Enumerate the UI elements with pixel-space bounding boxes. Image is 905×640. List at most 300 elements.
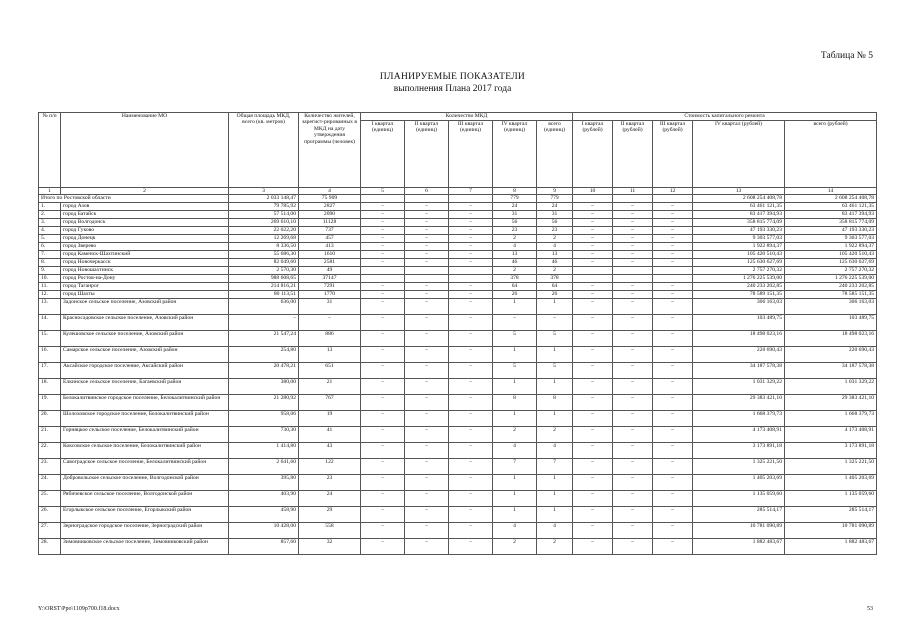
- column-number: 10: [573, 188, 613, 195]
- cell-mo: Савоградское сельское поселение, Белокалитвинский район: [61, 459, 229, 475]
- cell-area: 57 514,00: [229, 211, 299, 219]
- table-row: [39, 267, 877, 275]
- page-subtitle: выполнения Плана 2017 года: [393, 84, 512, 94]
- cell-p2: –: [613, 491, 653, 507]
- cell-p4: 306 163,03: [693, 299, 785, 315]
- cell-pt: 240 233 202,85: [785, 283, 877, 291]
- cell-ct: 378: [537, 275, 573, 283]
- cell-p2: –: [613, 443, 653, 459]
- cell-area: 636,00: [229, 299, 299, 315]
- cell-p2: –: [613, 251, 653, 259]
- cell-c1: –: [361, 331, 405, 347]
- cell-ct: 2: [537, 235, 573, 243]
- cell-p1: –: [573, 331, 613, 347]
- cell-p1: –: [573, 211, 613, 219]
- cell-n: 1.: [39, 203, 61, 211]
- table-row: [39, 283, 877, 291]
- cell-p1: –: [573, 299, 613, 315]
- cell-area: 79 785,92: [229, 203, 299, 211]
- cell-c2: –: [405, 291, 449, 299]
- cell-c1: –: [361, 379, 405, 395]
- cell-pt: 1 668 379,73: [785, 411, 877, 427]
- cell-area: 55 686,30: [229, 251, 299, 259]
- cell-res: 558: [299, 523, 361, 539]
- cell-n: 10.: [39, 275, 61, 283]
- table-body: [39, 195, 877, 555]
- col-residents: Количество жителей, зарегист-рированных в МКД на дату утверждения программы (человек): [299, 113, 361, 188]
- cell-p3: –: [653, 315, 693, 331]
- column-number: 8: [493, 188, 537, 195]
- cell-c3: –: [449, 259, 493, 267]
- cell-p4: 240 233 202,85: [693, 283, 785, 291]
- cell-p4: 3 173 891,18: [693, 443, 785, 459]
- cell-c4: 4: [493, 443, 537, 459]
- cell-c2: –: [405, 411, 449, 427]
- cell-c4: 1: [493, 475, 537, 491]
- table-row: [39, 443, 877, 459]
- cell-area: 12 269,68: [229, 235, 299, 243]
- cell-n: 11.: [39, 283, 61, 291]
- cell-p4: 1 882 483,67: [693, 539, 785, 555]
- cell-ct: 1: [537, 411, 573, 427]
- cell-pt: 10 781 090,89: [785, 523, 877, 539]
- cell-c2: –: [405, 427, 449, 443]
- cell-area: 2 570,30: [229, 267, 299, 275]
- cell-c1: –: [361, 363, 405, 379]
- cell-p4: 1 922 894,37: [693, 243, 785, 251]
- cell-ct: 23: [537, 227, 573, 235]
- cell-area: 395,80: [229, 475, 299, 491]
- cell-c3: –: [449, 395, 493, 411]
- cell-p3: –: [653, 363, 693, 379]
- cell-area: 80 113,51: [229, 291, 299, 299]
- cell-p1: [573, 267, 613, 275]
- cell-c3: –: [449, 203, 493, 211]
- cell-p1: –: [573, 459, 613, 475]
- table-row: [39, 427, 877, 443]
- cell-p2: –: [613, 315, 653, 331]
- cell-c1: –: [361, 283, 405, 291]
- cell-res: 737: [299, 227, 361, 235]
- cell-res: 413: [299, 243, 361, 251]
- column-number: 2: [61, 188, 229, 195]
- cell-p1: –: [573, 219, 613, 227]
- cell-p2: [613, 195, 653, 203]
- cell-c2: –: [405, 283, 449, 291]
- cell-p1: –: [573, 523, 613, 539]
- cell-pt: 9 303 577,03: [785, 235, 877, 243]
- cell-p2: –: [613, 475, 653, 491]
- cell-c4: 1: [493, 299, 537, 315]
- cell-c1: –: [361, 299, 405, 315]
- cell-n: 2.: [39, 211, 61, 219]
- cell-c2: –: [405, 363, 449, 379]
- cell-p4: 1 031 329,22: [693, 379, 785, 395]
- cell-pt: 1 276 225 539,00: [785, 275, 877, 283]
- table-row: [39, 259, 877, 267]
- cell-p2: –: [613, 379, 653, 395]
- cell-ct: 1: [537, 299, 573, 315]
- col-num: № п/п: [39, 113, 61, 188]
- cell-c2: –: [405, 475, 449, 491]
- cell-res: 122: [299, 459, 361, 475]
- cell-ct: 1: [537, 507, 573, 523]
- cell-mo: город Батайск: [61, 211, 229, 219]
- column-number: 5: [361, 188, 405, 195]
- cell-p4: 358 815 774,09: [693, 219, 785, 227]
- col-area: Общая площадь МКД, всего (кв. метров): [229, 113, 299, 188]
- cell-c4: 8: [493, 395, 537, 411]
- cell-p3: –: [653, 491, 693, 507]
- cell-p3: [653, 267, 693, 275]
- cell-mo: город Шахты: [61, 291, 229, 299]
- cell-mo: Рябичевское сельское поселение, Волгодонской район: [61, 491, 229, 507]
- cell-c3: –: [449, 363, 493, 379]
- cell-p4: 1 276 225 539,00: [693, 275, 785, 283]
- cell-p1: –: [573, 291, 613, 299]
- cell-p3: –: [653, 443, 693, 459]
- cell-ct: 2: [537, 267, 573, 275]
- cell-p1: –: [573, 235, 613, 243]
- cell-p1: –: [573, 411, 613, 427]
- cell-ct: 1: [537, 347, 573, 363]
- cell-ct: 7: [537, 459, 573, 475]
- cell-c1: –: [361, 251, 405, 259]
- cell-res: 2581: [299, 259, 361, 267]
- cell-p3: –: [653, 507, 693, 523]
- cell-pt: 220 690,43: [785, 347, 877, 363]
- cell-ct: 5: [537, 331, 573, 347]
- cell-n: 18.: [39, 379, 61, 395]
- cell-mo: Аксайское городское поселение, Аксайский район: [61, 363, 229, 379]
- cell-c3: [449, 275, 493, 283]
- cell-p1: –: [573, 427, 613, 443]
- cell-area: 10 428,00: [229, 523, 299, 539]
- cell-p3: [653, 275, 693, 283]
- cell-c4: 4: [493, 243, 537, 251]
- cell-res: 24: [299, 491, 361, 507]
- cell-n: 22.: [39, 443, 61, 459]
- cell-res: 49: [299, 267, 361, 275]
- cell-p1: [573, 195, 613, 203]
- cell-p1: –: [573, 395, 613, 411]
- cell-p3: –: [653, 299, 693, 315]
- cell-c1: –: [361, 211, 405, 219]
- cell-p2: [613, 267, 653, 275]
- cell-c3: –: [449, 315, 493, 331]
- cell-n: 13.: [39, 299, 61, 315]
- cell-n: 4.: [39, 227, 61, 235]
- cell-pt: 358 815 774,09: [785, 219, 877, 227]
- cell-c1: –: [361, 219, 405, 227]
- table-row: [39, 195, 877, 203]
- cell-p4: 2 757 270,32: [693, 267, 785, 275]
- cell-ct: 4: [537, 243, 573, 251]
- table-row: [39, 507, 877, 523]
- cell-c4: 1: [493, 347, 537, 363]
- cell-pt: 4 173 408,91: [785, 427, 877, 443]
- cell-c4: 64: [493, 283, 537, 291]
- cell-ct: 64: [537, 283, 573, 291]
- cell-p2: [613, 275, 653, 283]
- cell-p3: –: [653, 411, 693, 427]
- cell-n: 19.: [39, 395, 61, 411]
- col-count-q4: IV квартал (единиц): [493, 121, 537, 188]
- cell-c4: –: [493, 315, 537, 331]
- cell-res: –: [299, 315, 361, 331]
- cell-p2: –: [613, 395, 653, 411]
- cell-c1: –: [361, 227, 405, 235]
- cell-res: 13: [299, 347, 361, 363]
- cell-c2: –: [405, 491, 449, 507]
- table-row: [39, 243, 877, 251]
- cell-c3: –: [449, 283, 493, 291]
- cell-pt: 1 031 329,22: [785, 379, 877, 395]
- cell-p3: –: [653, 475, 693, 491]
- cell-c3: –: [449, 475, 493, 491]
- cell-p1: –: [573, 539, 613, 555]
- cell-c3: –: [449, 523, 493, 539]
- cell-p2: –: [613, 363, 653, 379]
- cell-p2: –: [613, 243, 653, 251]
- cell-n: 27.: [39, 523, 61, 539]
- cell-mo: Добровольское сельское поселение, Волгодонской район: [61, 475, 229, 491]
- cell-c1: –: [361, 523, 405, 539]
- cell-res: 767: [299, 395, 361, 411]
- cell-pt: 1 922 894,37: [785, 243, 877, 251]
- cell-p1: –: [573, 347, 613, 363]
- cell-n: 8.: [39, 259, 61, 267]
- cell-n: 7.: [39, 251, 61, 259]
- cell-area: 214 816,21: [229, 283, 299, 291]
- cell-area: 20 478,21: [229, 363, 299, 379]
- cell-c2: –: [405, 243, 449, 251]
- cell-c2: –: [405, 219, 449, 227]
- table-row: [39, 459, 877, 475]
- cell-p2: –: [613, 219, 653, 227]
- cell-ct: 2: [537, 539, 573, 555]
- cell-res: 32: [299, 539, 361, 555]
- cell-c1: –: [361, 411, 405, 427]
- table-row: [39, 475, 877, 491]
- col-cost-total: всего (рублей): [785, 121, 877, 188]
- cell-c1: –: [361, 203, 405, 211]
- table-row: [39, 315, 877, 331]
- cell-c3: –: [449, 243, 493, 251]
- col-group-count: Количество МКД: [361, 113, 573, 121]
- cell-mo: Задонское сельское поселение, Азовский район: [61, 299, 229, 315]
- cell-n: 12.: [39, 291, 61, 299]
- table-row: [39, 275, 877, 283]
- cell-p2: –: [613, 347, 653, 363]
- cell-c4: 26: [493, 291, 537, 299]
- cell-p2: –: [613, 331, 653, 347]
- cell-c4: 31: [493, 211, 537, 219]
- cell-c1: –: [361, 539, 405, 555]
- cell-p4: 18 498 023,16: [693, 331, 785, 347]
- cell-c4: 2: [493, 539, 537, 555]
- cell-p2: –: [613, 291, 653, 299]
- cell-mo: Кулешовское сельское поселение, Азовский район: [61, 331, 229, 347]
- cell-n: 20.: [39, 411, 61, 427]
- table-row: [39, 331, 877, 347]
- cell-c1: –: [361, 443, 405, 459]
- cell-area: 1 414,80: [229, 443, 299, 459]
- cell-p4: 1 668 379,73: [693, 411, 785, 427]
- cell-mo: Горняцкое сельское поселение, Белокалитвинский район: [61, 427, 229, 443]
- cell-c3: –: [449, 379, 493, 395]
- cell-c1: –: [361, 395, 405, 411]
- column-number: 13: [693, 188, 785, 195]
- cell-p3: –: [653, 251, 693, 259]
- cell-p3: –: [653, 219, 693, 227]
- cell-mo: город Новочеркасск: [61, 259, 229, 267]
- cell-c3: –: [449, 507, 493, 523]
- cell-p2: –: [613, 283, 653, 291]
- cell-n: 14.: [39, 315, 61, 331]
- plan-table: [38, 112, 877, 555]
- cell-c1: –: [361, 475, 405, 491]
- cell-c2: –: [405, 395, 449, 411]
- cell-c1: –: [361, 427, 405, 443]
- cell-p4: 10 781 090,89: [693, 523, 785, 539]
- table-row: [39, 203, 877, 211]
- cell-mo: Коксовское сельское поселение, Белокалитвинский район: [61, 443, 229, 459]
- cell-c4: 1: [493, 491, 537, 507]
- col-cost-q2: II квартал (рублей): [613, 121, 653, 188]
- cell-p2: –: [613, 299, 653, 315]
- cell-c1: –: [361, 243, 405, 251]
- cell-c3: –: [449, 219, 493, 227]
- cell-p3: –: [653, 539, 693, 555]
- cell-p2: –: [613, 539, 653, 555]
- table-row: [39, 299, 877, 315]
- cell-area: 458,90: [229, 507, 299, 523]
- cell-p3: [653, 195, 693, 203]
- cell-ct: 13: [537, 251, 573, 259]
- cell-p2: –: [613, 507, 653, 523]
- cell-p3: –: [653, 331, 693, 347]
- cell-area: 730,30: [229, 427, 299, 443]
- cell-res: 651: [299, 363, 361, 379]
- cell-c3: –: [449, 427, 493, 443]
- cell-pt: 18 498 023,16: [785, 331, 877, 347]
- column-number: 14: [785, 188, 877, 195]
- col-mo: Наименование МО: [61, 113, 229, 188]
- column-number: 3: [229, 188, 299, 195]
- cell-pt: 306 163,03: [785, 299, 877, 315]
- cell-mo: город Новошахтинск: [61, 267, 229, 275]
- cell-p4: 4 173 408,91: [693, 427, 785, 443]
- cell-pt: 1 325 221,50: [785, 459, 877, 475]
- cell-res: 75 909: [299, 195, 361, 203]
- cell-c2: –: [405, 459, 449, 475]
- table-row: [39, 523, 877, 539]
- cell-area: 2 641,60: [229, 459, 299, 475]
- col-group-cost: Стоимость капитального ремонта: [573, 113, 877, 121]
- cell-mo: Красносадовское сельское поселение, Азовский район: [61, 315, 229, 331]
- cell-area: 21 280,92: [229, 395, 299, 411]
- cell-c4: 46: [493, 259, 537, 267]
- cell-area: 380,00: [229, 379, 299, 395]
- column-number: 6: [405, 188, 449, 195]
- cell-c3: –: [449, 211, 493, 219]
- column-number: 1: [39, 188, 61, 195]
- cell-p3: –: [653, 203, 693, 211]
- cell-res: 37147: [299, 275, 361, 283]
- cell-ct: 4: [537, 443, 573, 459]
- cell-p3: –: [653, 347, 693, 363]
- cell-p3: –: [653, 379, 693, 395]
- cell-c3: –: [449, 291, 493, 299]
- cell-p1: –: [573, 203, 613, 211]
- col-cost-q4: IV квартал (рублей): [693, 121, 785, 188]
- cell-c1: –: [361, 291, 405, 299]
- cell-c2: –: [405, 299, 449, 315]
- cell-pt: 2 757 270,32: [785, 267, 877, 275]
- cell-p4: 125 630 627,69: [693, 259, 785, 267]
- col-cost-q3: III квартал (рублей): [653, 121, 693, 188]
- table-row: [39, 379, 877, 395]
- cell-p4: 285 514,17: [693, 507, 785, 523]
- cell-mo: Егорлыкское сельское поселение, Егорлыкский район: [61, 507, 229, 523]
- cell-c2: –: [405, 379, 449, 395]
- cell-c3: –: [449, 227, 493, 235]
- cell-res: 11128: [299, 219, 361, 227]
- cell-c3: –: [449, 251, 493, 259]
- cell-c4: 1: [493, 507, 537, 523]
- cell-mo: Зимовниковское сельское поселение, Зимовниковский район: [61, 539, 229, 555]
- cell-p4: 29 383 421,10: [693, 395, 785, 411]
- cell-area: 958,06: [229, 411, 299, 427]
- cell-pt: 103 489,75: [785, 315, 877, 331]
- cell-p2: –: [613, 259, 653, 267]
- cell-p4: 1 135 059,60: [693, 491, 785, 507]
- cell-n: 24.: [39, 475, 61, 491]
- cell-pt: 78 585 151,35: [785, 291, 877, 299]
- cell-mo: Елкинское сельское поселение, Багаевский район: [61, 379, 229, 395]
- cell-c1: –: [361, 315, 405, 331]
- cell-p2: –: [613, 459, 653, 475]
- cell-c4: 5: [493, 363, 537, 379]
- cell-c3: –: [449, 539, 493, 555]
- cell-c4: 1: [493, 379, 537, 395]
- cell-res: 29: [299, 507, 361, 523]
- cell-c3: [449, 195, 493, 203]
- cell-n: 17.: [39, 363, 61, 379]
- table-row: [39, 395, 877, 411]
- cell-c2: –: [405, 443, 449, 459]
- cell-p4: 47 193 330,23: [693, 227, 785, 235]
- cell-p4: 1 325 221,50: [693, 459, 785, 475]
- cell-p4: 63 461 121,35: [693, 203, 785, 211]
- table-row: [39, 363, 877, 379]
- cell-c1: [361, 195, 405, 203]
- cell-p1: –: [573, 243, 613, 251]
- cell-n: 5.: [39, 235, 61, 243]
- cell-c1: –: [361, 347, 405, 363]
- cell-n: 6.: [39, 243, 61, 251]
- cell-c2: [405, 275, 449, 283]
- cell-res: 43: [299, 443, 361, 459]
- cell-mo: город Азов: [61, 203, 229, 211]
- table-number: Таблица № 5: [820, 51, 873, 61]
- cell-ct: 4: [537, 523, 573, 539]
- cell-ct: 2: [537, 427, 573, 443]
- cell-c4: 7: [493, 459, 537, 475]
- cell-ct: 779: [537, 195, 573, 203]
- cell-p4: 103 489,75: [693, 315, 785, 331]
